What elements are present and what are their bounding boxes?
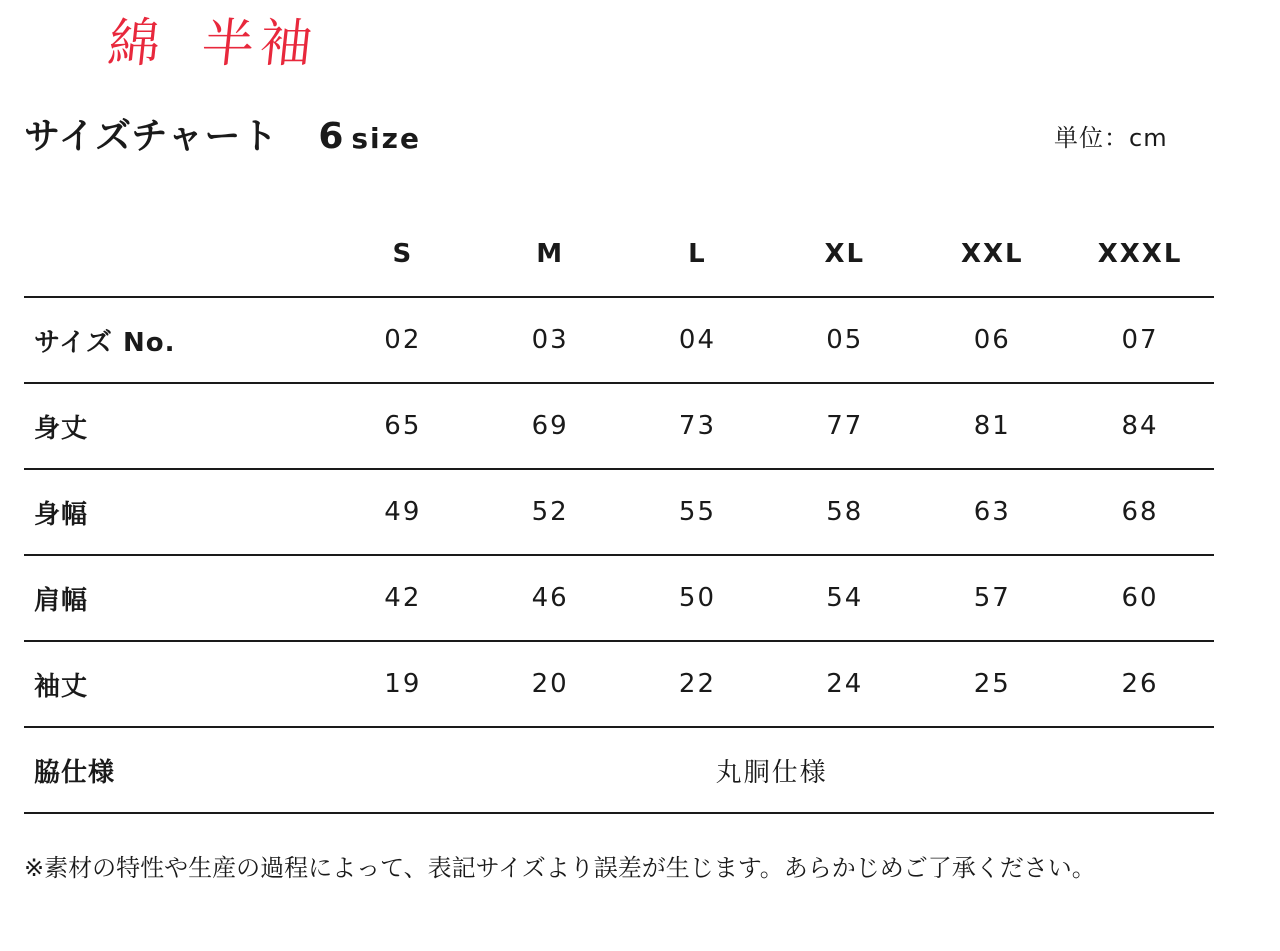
table-cell: 50 [624, 555, 771, 641]
size-count-label: size [351, 122, 421, 155]
row-label: 身丈 [24, 383, 329, 469]
table-row-size-number [24, 297, 1214, 383]
table-cell: 46 [477, 555, 624, 641]
size-count: 6 [318, 116, 344, 157]
table-cell: 54 [771, 555, 918, 641]
table-cell: 02 [329, 297, 476, 383]
table-cell: 04 [624, 297, 771, 383]
table-cell: 69 [477, 383, 624, 469]
handwritten-material: 綿 [104, 14, 170, 74]
side-spec-value: 丸胴仕様 [329, 727, 1214, 813]
row-label: 袖丈 [24, 641, 329, 727]
table-row-side-spec [24, 727, 1214, 813]
row-label: 肩幅 [24, 555, 329, 641]
column-header-xl: XL [771, 212, 918, 297]
size-chart-table [24, 212, 1214, 814]
table-cell: 73 [624, 383, 771, 469]
table-header-row [24, 212, 1214, 297]
table-cell: 42 [329, 555, 476, 641]
table-cell: 52 [477, 469, 624, 555]
table-cell: 55 [624, 469, 771, 555]
row-label: 脇仕様 [24, 727, 329, 813]
table-cell: 25 [918, 641, 1066, 727]
column-header-s: S [329, 212, 476, 297]
handwritten-annotation [104, 14, 322, 74]
table-cell: 57 [918, 555, 1066, 641]
header-corner-cell [24, 212, 329, 297]
table-cell: 49 [329, 469, 476, 555]
disclaimer-note: ※素材の特性や生産の過程によって、表記サイズより誤差が生じます。あらかじめご了承ください。 [24, 854, 1096, 882]
column-header-l: L [624, 212, 771, 297]
table-cell: 26 [1066, 641, 1214, 727]
table-cell: 60 [1066, 555, 1214, 641]
handwritten-sleeve: 半袖 [198, 14, 322, 74]
table-cell: 24 [771, 641, 918, 727]
table-row-sleeve-length [24, 641, 1214, 727]
table-cell: 81 [918, 383, 1066, 469]
row-label: 身幅 [24, 469, 329, 555]
table-cell: 77 [771, 383, 918, 469]
table-cell: 07 [1066, 297, 1214, 383]
table-row-body-length [24, 383, 1214, 469]
table-cell: 68 [1066, 469, 1214, 555]
table-cell: 58 [771, 469, 918, 555]
table-cell: 22 [624, 641, 771, 727]
page-title: サイズチャート [24, 116, 279, 157]
column-header-xxl: XXL [918, 212, 1066, 297]
column-header-xxxl: XXXL [1066, 212, 1214, 297]
chart-heading [24, 108, 421, 159]
table-cell: 19 [329, 641, 476, 727]
table-row-body-width [24, 469, 1214, 555]
table-cell: 06 [918, 297, 1066, 383]
row-label: サイズ No. [24, 297, 329, 383]
table-row-shoulder-width [24, 555, 1214, 641]
table-cell: 84 [1066, 383, 1214, 469]
table-cell: 20 [477, 641, 624, 727]
table-cell: 63 [918, 469, 1066, 555]
table-cell: 65 [329, 383, 476, 469]
unit-label: 単位：cm [1054, 124, 1168, 152]
table-cell: 05 [771, 297, 918, 383]
column-header-m: M [477, 212, 624, 297]
table-cell: 03 [477, 297, 624, 383]
